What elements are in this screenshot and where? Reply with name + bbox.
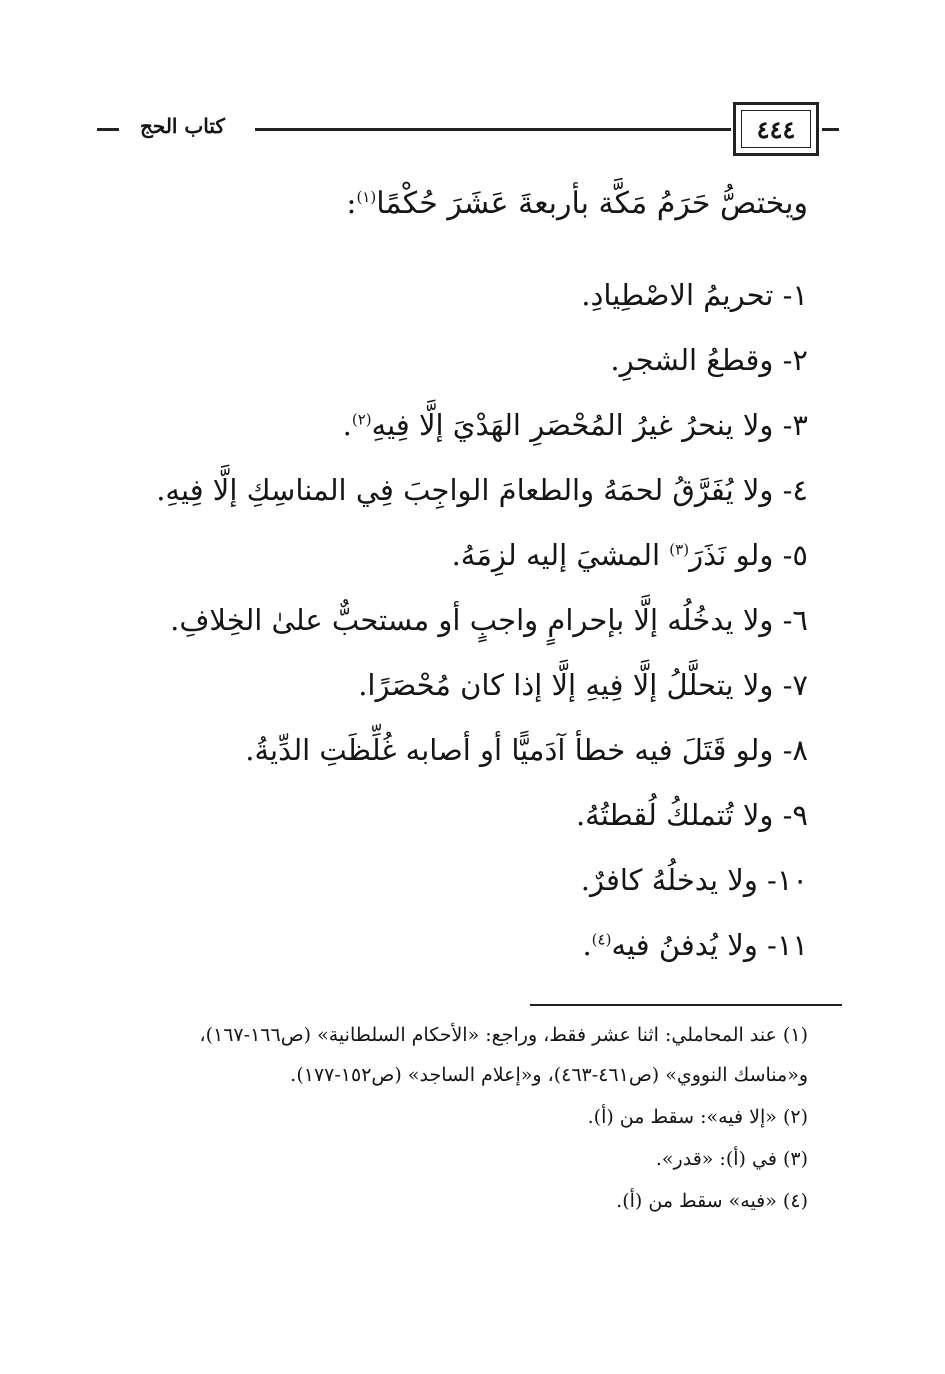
footnote-ref-4: (٤) bbox=[591, 930, 612, 949]
list-item-10 bbox=[581, 863, 808, 897]
footnote-ref-2: (٢) bbox=[351, 410, 372, 429]
footnote-4: (٤) «فيه» سقط من (أ). bbox=[616, 1190, 808, 1212]
list-item-tail: . bbox=[582, 928, 592, 962]
list-item-text: ٢- وقطعُ الشجرِ. bbox=[610, 343, 808, 377]
footnote-1-continued: و«مناسك النووي» (ص٤٦١-٤٦٣)، و«إعلام الساجد» (ص١٥٢-١٧٧). bbox=[290, 1064, 808, 1086]
book-title: كتاب الحج bbox=[140, 114, 225, 138]
list-item-text: ٥- ولو نَذَرَ bbox=[689, 538, 808, 572]
list-item-text: ١٠- ولا يدخلُهُ كافرٌ. bbox=[580, 863, 808, 897]
list-item-tail: . bbox=[342, 408, 352, 442]
page-number: ٤٤٤ bbox=[741, 110, 811, 148]
footnote-ref-1: (١) bbox=[356, 188, 377, 206]
list-item-8 bbox=[245, 733, 808, 767]
list-item-11 bbox=[582, 928, 808, 962]
list-item-text: ١١- ولا يُدفنُ فيه bbox=[611, 928, 808, 962]
intro-line bbox=[346, 186, 808, 221]
list-item-text: ٣- ولا ينحرُ غيرُ المُحْصَرِ الهَدْيَ إلَّا فِيهِ bbox=[371, 408, 808, 442]
list-item-text: ٧- ولا يتحلَّلُ إلَّا فِيهِ إلَّا إذا كان مُحْصَرًا. bbox=[358, 668, 808, 702]
list-item-7 bbox=[358, 668, 808, 702]
header-rule-right bbox=[822, 128, 839, 131]
list-item-text: ٦- ولا يدخُلُه إلَّا بإحرامٍ واجبٍ أو مستحبٌّ علىٰ الخِلافِ. bbox=[170, 603, 808, 637]
intro-colon: : bbox=[346, 186, 357, 221]
list-item-tail: المشيَ إليه لزِمَهُ. bbox=[451, 538, 670, 572]
footnote-2: (٢) «إلا فيه»: سقط من (أ). bbox=[587, 1106, 808, 1128]
footnote-separator bbox=[530, 1004, 842, 1006]
list-item-5 bbox=[452, 538, 808, 572]
header-rule-middle bbox=[255, 128, 731, 131]
footnote-ref-3: (٣) bbox=[669, 540, 690, 559]
list-item-2 bbox=[610, 343, 808, 377]
page-header bbox=[0, 90, 945, 170]
list-item-1 bbox=[581, 278, 808, 312]
header-rule-left bbox=[97, 128, 119, 131]
intro-text: ويختصُّ حَرَمُ مَكَّة بأربعةَ عَشَرَ حُكْمًا bbox=[376, 186, 808, 221]
list-item-text: ٨- ولو قَتَلَ فيه خطأ آدَميًّا أو أصابه غُلِّظَتِ الدِّيةُ. bbox=[245, 733, 808, 767]
list-item-text: ٩- ولا تُتملكُ لُقطتُهُ. bbox=[575, 798, 808, 832]
list-item-6 bbox=[170, 603, 808, 637]
footnote-1: (١) عند المحاملي: اثنا عشر فقط، وراجع: «الأحكام السلطانية» (ص١٦٦-١٦٧)، bbox=[199, 1024, 808, 1046]
page-number-box bbox=[733, 102, 819, 156]
footnote-3: (٣) في (أ): «قدر». bbox=[655, 1148, 808, 1170]
list-item-3 bbox=[343, 408, 808, 442]
list-item-4 bbox=[156, 473, 808, 507]
list-item-text: ١- تحريمُ الاصْطِيادِ. bbox=[581, 278, 808, 312]
list-item-9 bbox=[576, 798, 808, 832]
list-item-text: ٤- ولا يُفَرَّقُ لحمَهُ والطعامَ الواجِبَ فِي المناسِكِ إلَّا فِيهِ. bbox=[156, 473, 808, 507]
